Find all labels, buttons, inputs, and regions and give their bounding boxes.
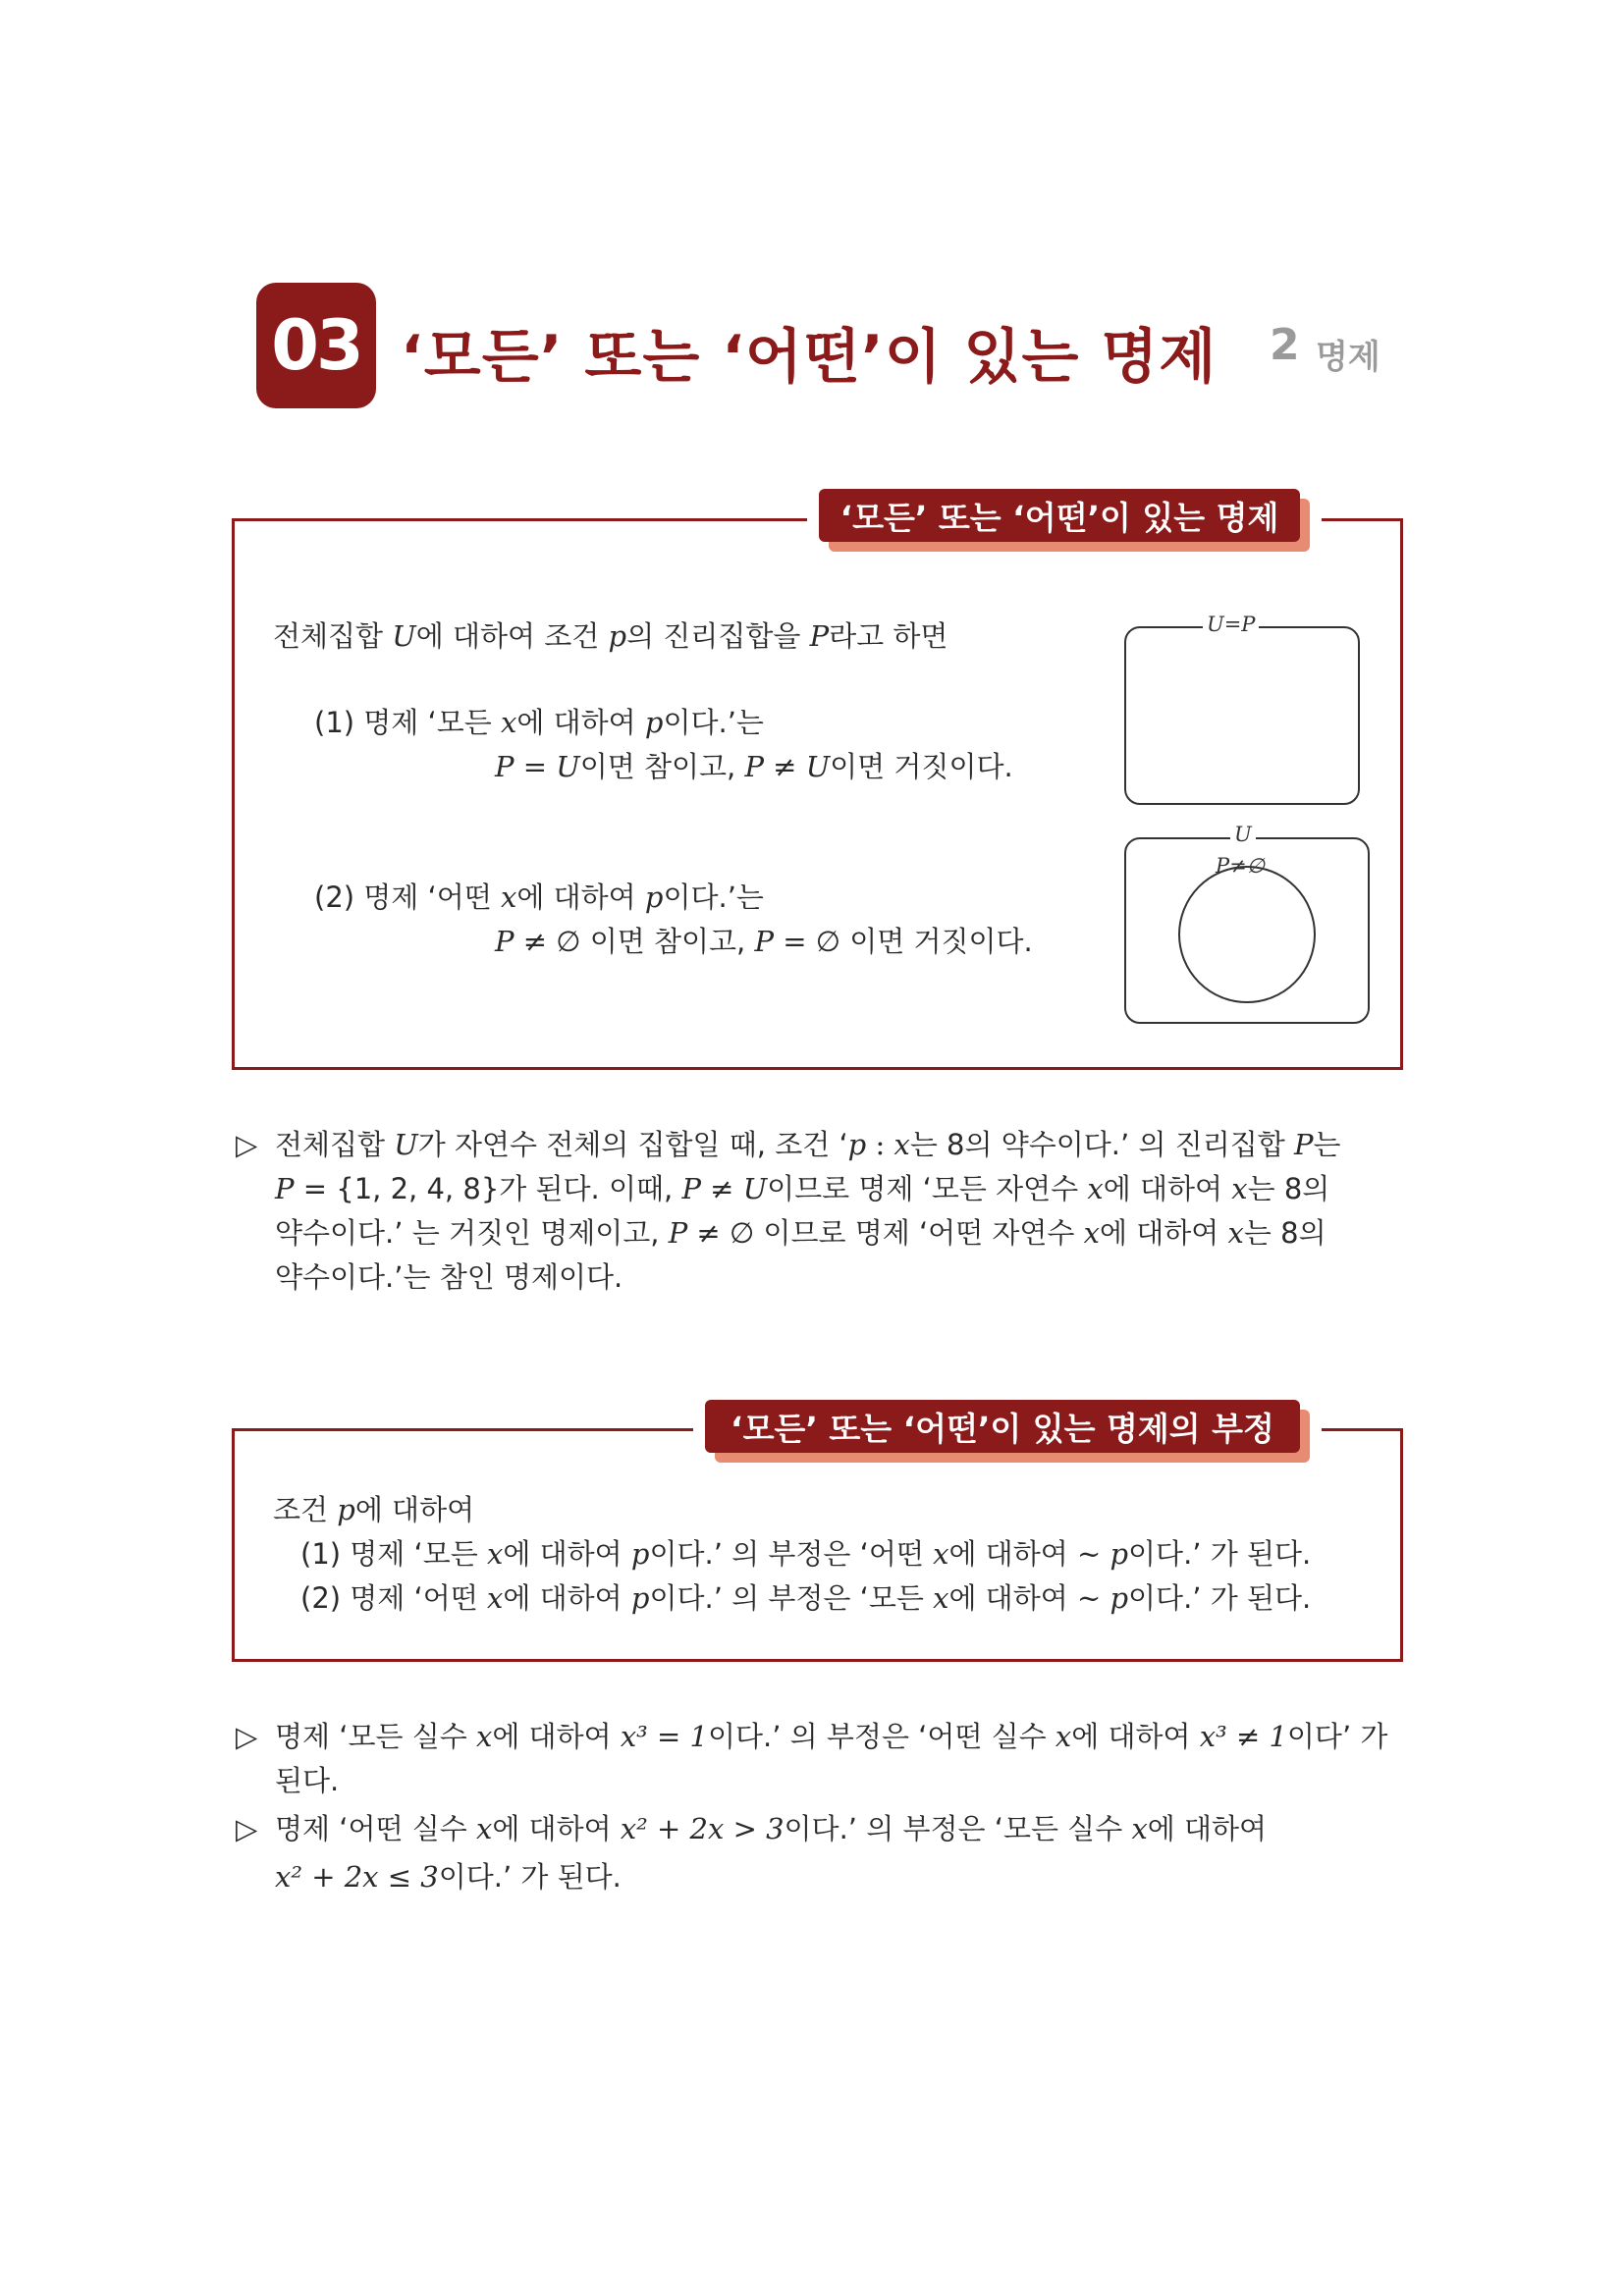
example-1-line-1: 전체집합 U가 자연수 전체의 집합일 때, 조건 ‘p : x는 8의 약수이다.’ 의 진리집합 P는 bbox=[275, 1128, 1341, 1161]
definition-item-1-condition: P = U이면 참이고, P ≠ U이면 거짓이다. bbox=[495, 750, 1013, 783]
definition-item-2-condition: P ≠ ∅ 이면 참이고, P = ∅ 이면 거짓이다. bbox=[495, 925, 1033, 958]
venn-label-p-nonempty: P≠∅ bbox=[1216, 854, 1266, 878]
page-title: ‘모든’ 또는 ‘어떤’이 있는 명제 bbox=[401, 323, 1218, 392]
chapter-number: 2 bbox=[1270, 320, 1300, 370]
definition-item-2: (2) 명제 ‘어떤 x에 대하여 p이다.’는 bbox=[314, 881, 764, 914]
definition-box-title: ‘모든’ 또는 ‘어떤’이 있는 명제 bbox=[819, 489, 1300, 542]
example-2-line-1: 명제 ‘모든 실수 x에 대하여 x³ = 1이다.’ 의 부정은 ‘어떤 실수 x에 대하여 x³ ≠ 1이다’ 가 bbox=[275, 1720, 1388, 1753]
example-2-line-2: 된다. bbox=[275, 1764, 340, 1797]
venn-diagram-u-equals-p bbox=[1124, 626, 1360, 805]
negation-item-1: (1) 명제 ‘모든 x에 대하여 p이다.’ 의 부정은 ‘어떤 x에 대하여 ~ p이다.’ 가 된다. bbox=[300, 1537, 1312, 1571]
example-3-line-2: x² + 2x ≤ 3이다.’ 가 된다. bbox=[275, 1860, 622, 1894]
venn-circle-p bbox=[1178, 866, 1316, 1003]
definition-intro: 전체집합 U에 대하여 조건 p의 진리집합을 P라고 하면 bbox=[273, 619, 948, 653]
example-2-bullet: ▷ bbox=[236, 1720, 258, 1753]
example-3-line-1: 명제 ‘어떤 실수 x에 대하여 x² + 2x > 3이다.’ 의 부정은 ‘모든 실수 x에 대하여 bbox=[275, 1812, 1268, 1845]
negation-box-title: ‘모든’ 또는 ‘어떤’이 있는 명제의 부정 bbox=[705, 1400, 1300, 1453]
venn-label-u-equals-p: U=P bbox=[1203, 613, 1259, 636]
tab-gap-left bbox=[807, 513, 819, 523]
tab-gap-left bbox=[693, 1423, 705, 1433]
tab-gap-right bbox=[1310, 513, 1322, 523]
example-1-line-3: 약수이다.’ 는 거짓인 명제이고, P ≠ ∅ 이므로 명제 ‘어떤 자연수 x에 대하여 x는 8의 bbox=[275, 1216, 1326, 1250]
chapter-label: 명제 bbox=[1316, 338, 1380, 377]
tab-gap-right bbox=[1310, 1423, 1322, 1433]
definition-item-1: (1) 명제 ‘모든 x에 대하여 p이다.’는 bbox=[314, 706, 764, 739]
venn-label-u: U bbox=[1230, 823, 1256, 846]
example-1-line-4: 약수이다.’는 참인 명제이다. bbox=[275, 1260, 623, 1294]
section-number: 03 bbox=[271, 305, 361, 386]
example-1-line-2: P = {1, 2, 4, 8}가 된다. 이때, P ≠ U이므로 명제 ‘모든 자연수 x에 대하여 x는 8의 bbox=[275, 1172, 1330, 1205]
negation-item-2: (2) 명제 ‘어떤 x에 대하여 p이다.’ 의 부정은 ‘모든 x에 대하여 ~ p이다.’ 가 된다. bbox=[300, 1581, 1312, 1615]
section-number-badge bbox=[256, 283, 376, 408]
negation-intro: 조건 p에 대하여 bbox=[273, 1493, 475, 1526]
example-1-bullet: ▷ bbox=[236, 1128, 258, 1161]
example-3-bullet: ▷ bbox=[236, 1812, 258, 1845]
